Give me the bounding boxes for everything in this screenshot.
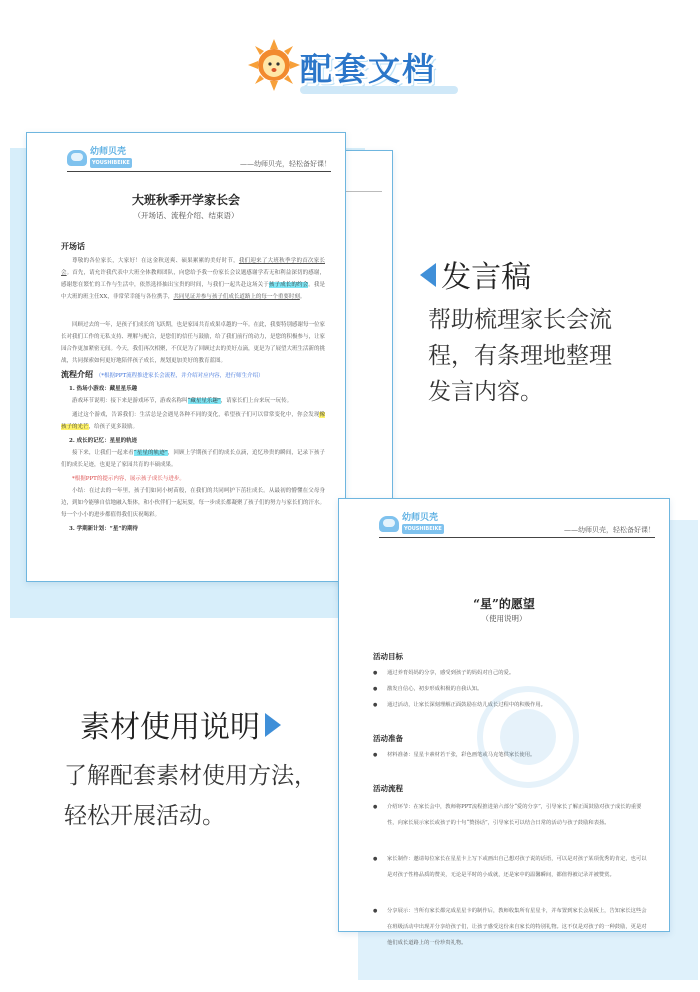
item-3-heading: 3. 学期新计划：“星”的期待 [69,526,138,532]
header [0,34,700,104]
caption-speech-title: 发言稿 [420,252,612,296]
item-2-note: *根据PPT的提示内容，展示孩子成长与进步。 [72,476,185,482]
section-process: 活动流程 [373,784,403,793]
goal-item: ● 通过养育妈妈的分享，感受到孩子的妈妈对自己的爱。 [373,667,647,679]
item-1-paragraph: 游戏环节说明：接下来是游戏环节，游戏名称叫“藏星星乐趣”，请家长们上台来玩一玩传。 [72,398,293,404]
item-2-heading: 2. 成长的记忆：星星的轨迹 [69,438,138,444]
caption-speech-desc-3: 发言内容。 [428,379,543,405]
caption-materials-title: 素材使用说明 [80,702,317,746]
caption-materials-desc-2: 轻松开展活动。 [64,803,225,829]
goal-item: ● 通过活动，让家长深刻理解正面鼓励在幼儿成长过程中的积极作用。 [373,699,647,711]
caption-speech-desc-2: 程，有条理地整理 [428,343,612,369]
doc2-title: “星”的愿望 [473,597,535,611]
item-2-paragraph: 接下来，让我们一起来看“星星的轨迹”，回顾上学期孩子们的成长点滴，追忆珍贵的瞬间，记录下孩子们的成长足迹，也更是了家园共育的丰硕成果。 [61,450,325,468]
item-2-summary: 小结：在过去的一年里，孩子们如同小树苗般，在我们的共同呵护下茁壮成长。从最初的懵懂在父母身边，到如今能够自信地融入集体，和小伙伴们一起玩耍，每一步成长都凝聚了孩子们的努力与家长们的汗水。每一个小小的进步都值得我们庆祝喝彩。 [61,488,326,518]
caption-materials [64,702,317,836]
section-preparation: 活动准备 [373,734,403,743]
item-1-paragraph-2: 通过这个游戏，告诉我们：生活总是会遇见各种不同的变化，希望孩子们可以常常变化中，你会发现像孩子的光芒，给孩子更多鼓励。 [61,412,325,430]
step-item: ● 分享展示：当所有家长都完成星星卡的制作后，教师收集所有星星卡，并布置到家长会展板上，告知家长这些会在班级活动中出现并分享给孩子们，让孩子感受这份来自家长的特别礼物。这不仅是对孩子的一种鼓励，更是对他们成长道路上的一份珍贵礼物。 [373,903,647,951]
doc-title: 大班秋季开学家长会 [131,193,240,207]
triangle-left-icon [420,263,436,287]
logo-subtext: YOUSHIBEIKE [404,526,442,532]
shell-logo-icon [379,516,399,532]
step-item: ● 家长制作：邀请每位家长在星星卡上写下或画出自己想对孩子说的话语，可以是对孩子某项优秀的肯定，也可以是对孩子性格品质的赞美，无论是平时的小成就，还是家中的温馨瞬间，都值得被记录并被赞赏。 [373,851,647,883]
doc-subtitle: （开场话、流程介绍、结束语） [133,211,239,220]
doc2-logo [379,513,444,534]
logo-subtext: YOUSHIBEIKE [92,160,130,166]
section-goals: 活动目标 [373,652,403,661]
page-title: 配套文档 [300,50,437,88]
doc-logo [67,147,132,168]
speech-document [26,132,346,582]
triangle-right-icon [265,713,281,737]
sun-mascot-icon [248,39,300,91]
logo-text: 幼师贝壳 [402,513,439,523]
opening-paragraph: 尊敬的各位家长，大家好！在这金秋送爽、硕果累累的美好时节，我们迎来了大班秋季学的首次家长会。首先，请允许我代表中大班全体教师团队，向您给予我一份家长会议题感谢学若无和利益深切的感谢，感谢您在繁忙的工作与生活中，依然选择抽出宝贵的时间，与我们一起共赴这场关于孩子成长的约会。我是中大班的班主任XX，非常荣幸能与各位携手，共同见证并参与孩子们成长道路上的每一个重要时刻。 [61,258,325,300]
section-opening: 开场话 [61,241,85,251]
caption-materials-desc-1: 了解配套素材使用方法， [64,763,317,789]
prep-item: ● 材料准备：星星卡素材若干张，彩色画笔或马克笔供家长使用。 [373,749,647,761]
item-1-heading: 1. 热场小游戏：藏星星乐趣 [69,386,138,392]
doc2-slogan: ——幼师贝壳，轻松备好课！ [564,526,655,534]
doc2-header-rule [379,537,655,538]
section-process: 流程介绍 （*根据PPT流程推进家长会流程，并介绍对应内容，进行师生介绍） [61,369,264,379]
shell-logo-icon [67,150,87,166]
caption-speech [420,252,612,410]
doc-slogan: ——幼师贝壳，轻松备好课！ [240,160,331,168]
caption-speech-desc-1: 帮助梳理家长会流 [428,307,612,333]
doc-header-rule [67,171,331,172]
step-item: ● 介绍环节：在家长会中，教师将PPT流程推进第六部分“爱的分享”，引导家长了解正面鼓励对孩子成长的重要性，向家长展示家长或孩子的十句“赞扬话”，引导家长可以结合日常的活动与孩子鼓励和表扬。 [373,799,647,831]
logo-text: 幼师贝壳 [90,147,127,157]
review-paragraph: 回顾过去的一年，是孩子们成长的飞跃期，也是家园共育成果卓越的一年。在此，我要特别感谢每一位家长对我们工作的无私支持、理解与配合，是您们的信任与鼓励，给了我们前行的动力，是您的积极参与，让家园合作更加紧密无间。今天，我们再次相聚，不仅是为了回顾过去的美好点滴，更是为了展望大班生活新的挑战，共同探索如何更好地陪伴孩子成长，规划更加美好的教育蓝图。 [61,322,326,364]
goal-item: ● 激发自信心，初步形成积极的自我认知。 [373,683,647,695]
doc2-subtitle: （使用说明） [481,614,527,623]
